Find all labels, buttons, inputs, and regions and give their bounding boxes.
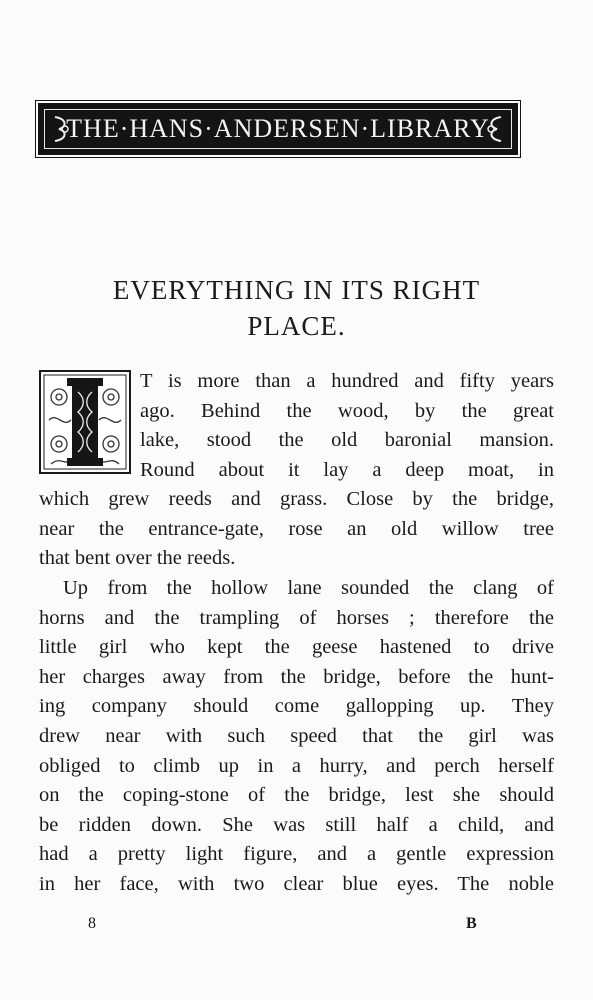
text-line: Up from the hollow lane sounded the clang of: [63, 577, 554, 599]
text-line: be ridden down. She was still half a child, and: [39, 813, 554, 836]
text-line: obliged to climb up in a hurry, and perch herself: [39, 754, 554, 777]
text-line: Round about it lay a deep moat, in: [140, 458, 554, 481]
text-line: lake, stood the old baronial mansion.: [140, 429, 554, 452]
page-number: 8: [88, 915, 96, 932]
text-line: her charges away from the bridge, before the hunt-: [39, 665, 554, 688]
ornament-scroll-icon: [481, 113, 505, 145]
text-line: on the coping-stone of the bridge, lest she should: [39, 784, 554, 807]
text-line: horns and the trampling of horses ; therefore the: [39, 606, 554, 629]
text-line: T is more than a hundred and fifty years: [140, 370, 554, 392]
paragraph-1-beside-cap: [140, 367, 554, 485]
story-title-line: PLACE.: [247, 311, 346, 341]
library-header-banner: [38, 103, 518, 155]
story-title-line: EVERYTHING IN ITS RIGHT: [112, 275, 481, 305]
paragraph-1-continued: [39, 485, 554, 574]
banner-title: THE·HANS·ANDERSEN·LIBRARY: [66, 114, 490, 143]
text-line: that bent over the reeds.: [39, 547, 236, 570]
text-line: ing company should come gallopping up. They: [39, 695, 554, 718]
drop-cap-ornament-icon: [41, 372, 129, 472]
story-title: [0, 272, 593, 344]
text-line: near the entrance-gate, rose an old willow tree: [39, 517, 554, 540]
text-line: had a pretty light figure, and a gentle expression: [39, 843, 554, 866]
text-line: little girl who kept the geese hastened to drive: [39, 636, 554, 659]
drop-cap: [39, 370, 131, 474]
text-line: drew near with such speed that the girl was: [39, 724, 554, 747]
text-line: which grew reeds and grass. Close by the bridge,: [39, 488, 554, 510]
signature-mark: B: [466, 915, 477, 932]
banner-frame: [44, 109, 512, 149]
text-line: in her face, with two clear blue eyes. The noble: [39, 872, 554, 895]
text-line: ago. Behind the wood, by the great: [140, 399, 554, 422]
ornament-scroll-icon: [51, 113, 75, 145]
paragraph-2: [39, 574, 554, 900]
